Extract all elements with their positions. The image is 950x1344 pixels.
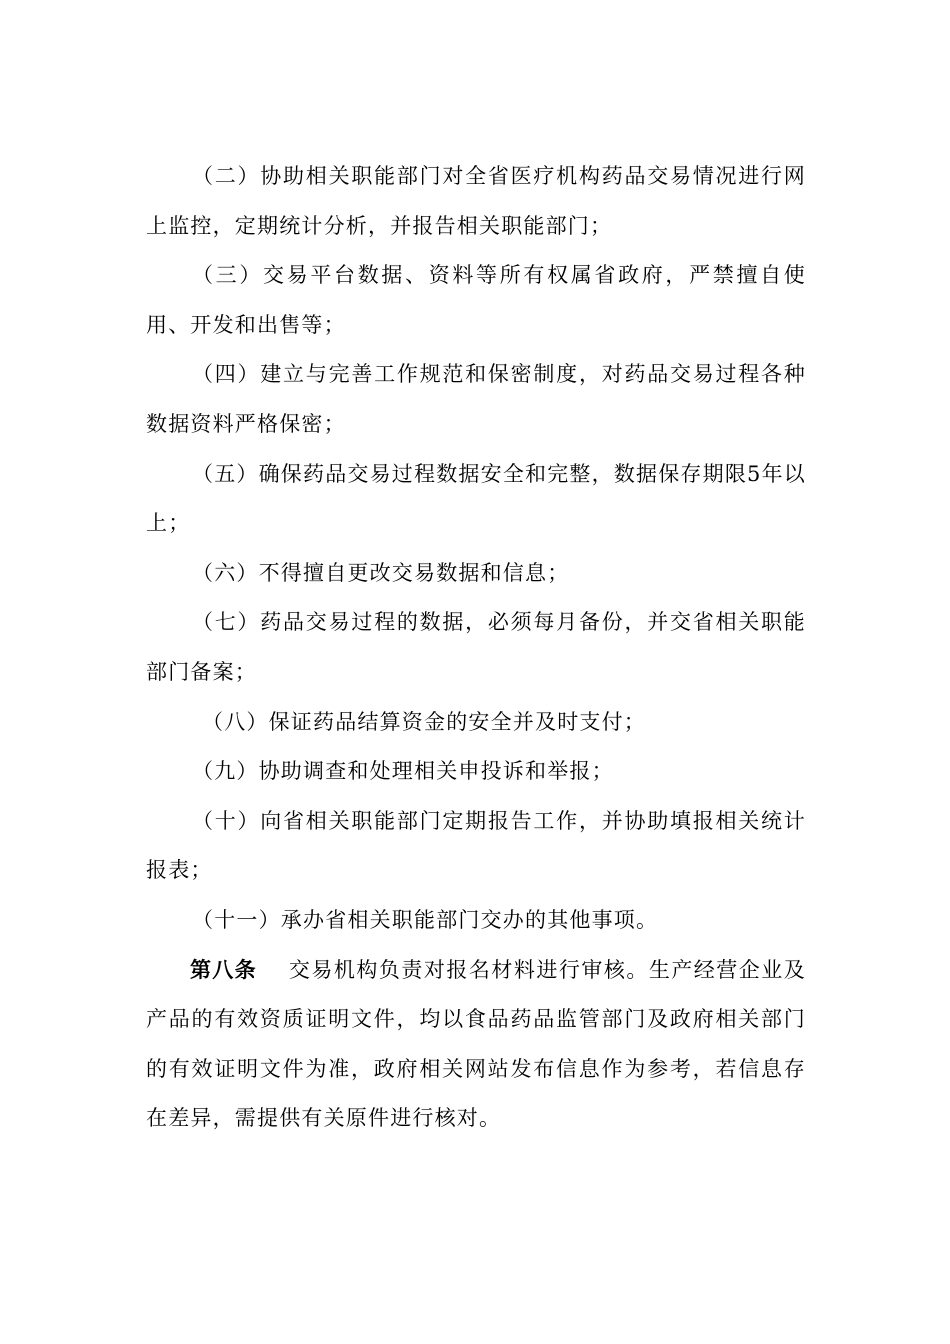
clause-3: （三）交易平台数据、资料等所有权属省政府，严禁擅自使用、开发和出售等； — [146, 263, 806, 337]
clause-4: （四）建立与完善工作规范和保密制度，对药品交易过程各种数据资料严格保密； — [146, 362, 806, 436]
clause-8: （八）保证药品结算资金的安全并及时支付； — [202, 709, 646, 734]
article-8-number: 第八条 — [190, 957, 257, 982]
clause-9: （九）协助调查和处理相关申投诉和举报； — [192, 759, 614, 784]
clause-10: （十）向省相关职能部门定期报告工作，并协助填报相关统计报表； — [146, 808, 806, 883]
clause-5: （五）确保药品交易过程数据安全和完整，数据保存期限5年以上； — [146, 461, 806, 536]
article-8-paragraph — [146, 946, 806, 1144]
article-8-text: 交易机构负责对报名材料进行审核。生产经营企业及产品的有效资质证明文件，均以食品药品监管部门及政府相关部门的有效证明文件为准，政府相关网站发布信息作为参考，若信息存在差异，需提供有关原件进行核对。 — [146, 957, 806, 1131]
clause-11: （十一）承办省相关职能部门交办的其他事项。 — [192, 907, 659, 932]
clause-6: （六）不得擅自更改交易数据和信息； — [192, 560, 570, 585]
clause-2: （二）协助相关职能部门对全省医疗机构药品交易情况进行网上监控，定期统计分析，并报告相关职能部门； — [146, 164, 806, 238]
document-body — [146, 152, 806, 1144]
clause-7: （七）药品交易过程的数据，必须每月备份，并交省相关职能部门备案； — [146, 610, 806, 684]
